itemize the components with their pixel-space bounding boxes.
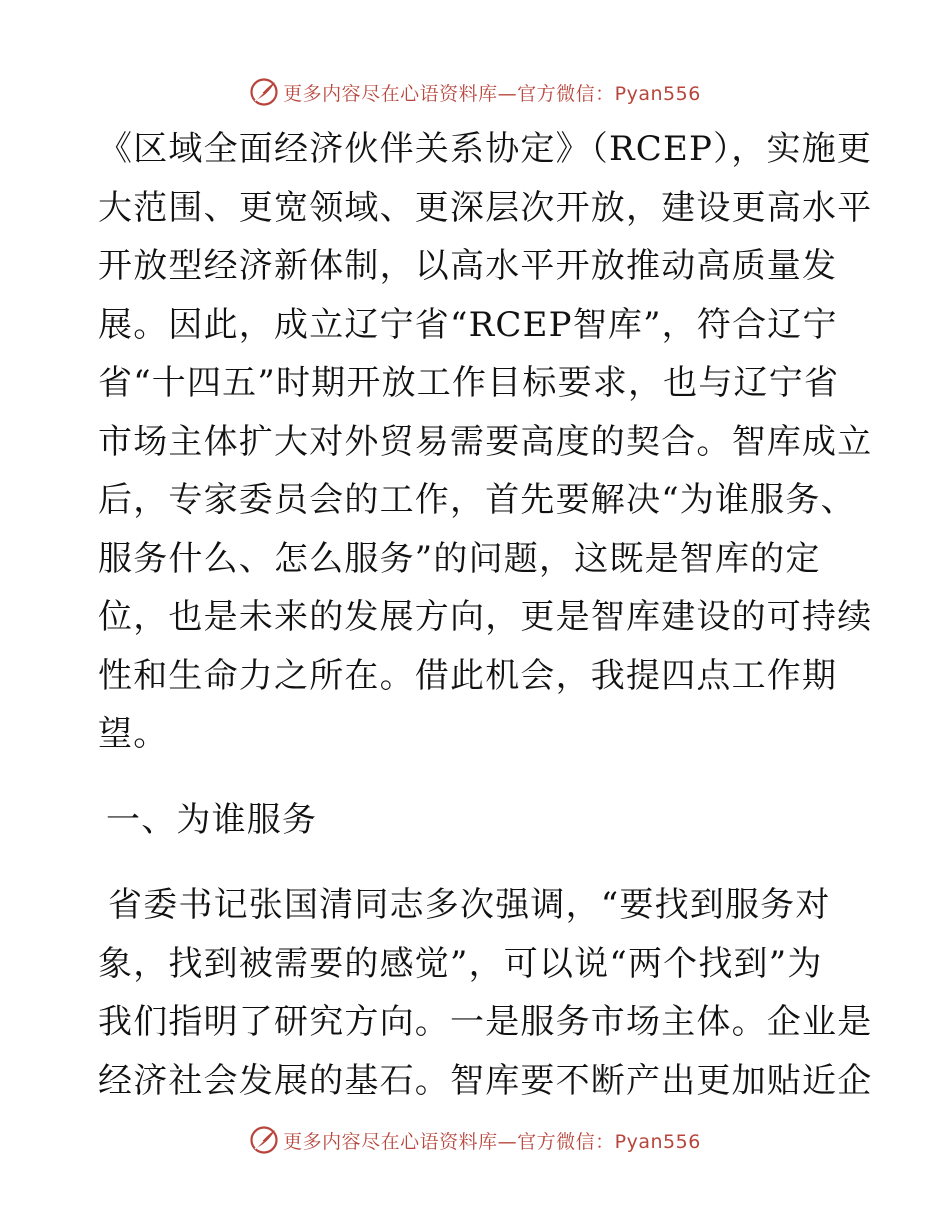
text-line: 我们指明了研究方向。一是服务市场主体。企业是 xyxy=(98,1002,873,1042)
feather-quill-logo-icon xyxy=(249,77,279,107)
feather-quill-logo-icon xyxy=(249,1125,279,1155)
footer-watermark-banner xyxy=(0,1120,950,1160)
text-line: 《区域全面经济伙伴关系协定》（RCEP），实施更 xyxy=(98,129,873,169)
section-heading: 一、为谁服务 xyxy=(106,799,318,840)
text-line: 服务什么、怎么服务”的问题，这既是智库的定 xyxy=(98,538,821,579)
text-line: 大范围、更宽领域、更深层次开放，建设更高水平 xyxy=(98,187,873,228)
header-watermark-banner xyxy=(0,72,950,112)
text-line: 开放型经济新体制，以高水平开放推动高质量发 xyxy=(98,246,838,286)
text-line: 望。 xyxy=(98,714,169,754)
footer-watermark-text: 更多内容尽在心语资料库—官方微信：Pyan556 xyxy=(283,1130,701,1153)
text-line: 省“十四五”时期开放工作目标要求，也与辽宁省 xyxy=(98,363,840,403)
text-line: 市场主体扩大对外贸易需要高度的契合。智库成立 xyxy=(98,421,873,462)
paragraph-service xyxy=(98,876,873,1110)
paragraph-intro xyxy=(98,120,873,764)
text-line: 象，找到被需要的感觉”，可以说“两个找到”为 xyxy=(98,943,823,984)
text-line: 省委书记张国清同志多次强调，“要找到服务对 xyxy=(108,885,831,925)
header-watermark-text: 更多内容尽在心语资料库—官方微信：Pyan556 xyxy=(283,82,701,105)
text-line: 后，专家委员会的工作，首先要解决“为谁服务、 xyxy=(98,480,856,520)
text-line: 经济社会发展的基石。智库要不断产出更加贴近企 xyxy=(98,1060,873,1101)
document-body xyxy=(98,120,873,1110)
text-line: 展。因此，成立辽宁省“RCEP智库”，符合辽宁 xyxy=(98,304,838,345)
text-line: 性和生命力之所在。借此机会，我提四点工作期 xyxy=(98,655,838,696)
text-line: 位，也是未来的发展方向，更是智库建设的可持续 xyxy=(98,597,873,637)
